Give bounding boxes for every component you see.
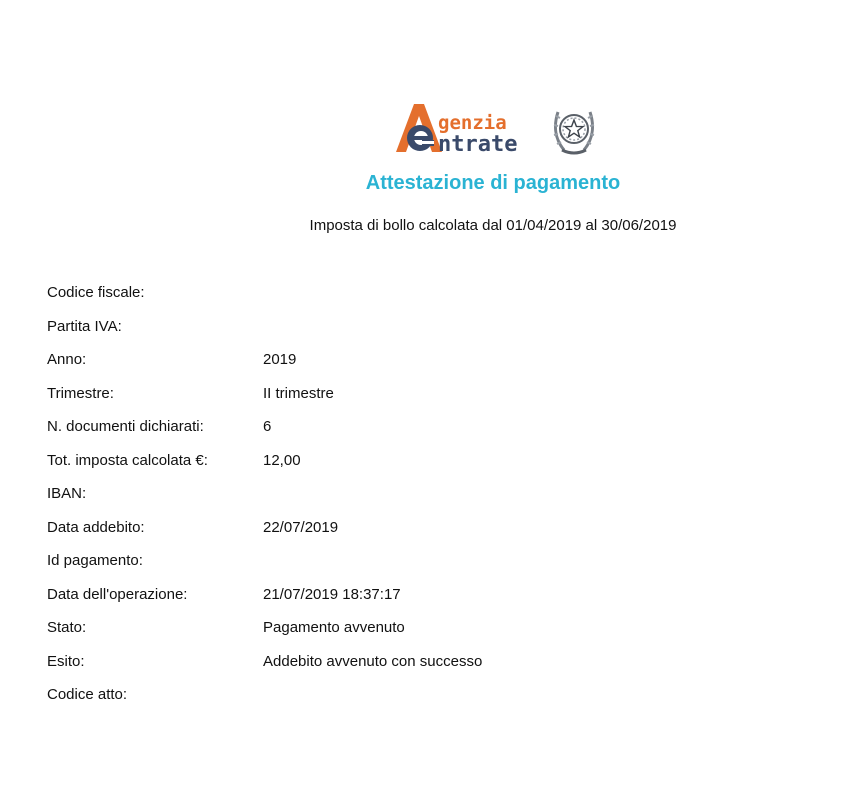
field-row-trimestre (47, 383, 827, 417)
field-label: Esito: (47, 652, 85, 670)
field-value: 22/07/2019 (263, 518, 339, 536)
field-label: Codice atto: (47, 686, 128, 703)
field-label: Tot. imposta calcolata €: (47, 451, 208, 469)
field-row-imposta-calcolata (47, 450, 827, 484)
page-title: Attestazione di pagamento (365, 172, 621, 194)
agenzia-entrate-logo (392, 100, 600, 160)
italian-republic-emblem-icon (552, 102, 596, 158)
field-row-esito (47, 651, 827, 685)
field-value: Addebito avvenuto con successo (263, 652, 483, 670)
field-row-id-pagamento (47, 550, 827, 584)
field-row-anno (47, 349, 827, 383)
field-value: 6 (263, 418, 272, 435)
field-row-codice-fiscale (47, 282, 827, 316)
field-row-data-operazione (47, 584, 827, 618)
field-label: Stato: (47, 619, 87, 636)
payment-details (47, 282, 827, 718)
page-subtitle: Imposta di bollo calcolata dal 01/04/2019 al 30/06/2019 (309, 217, 677, 234)
field-value: 2019 (263, 351, 297, 368)
field-label: Trimestre: (47, 384, 114, 402)
field-row-partita-iva (47, 316, 827, 350)
field-label: IBAN: (47, 485, 87, 502)
field-label: Data addebito: (47, 518, 145, 536)
field-value: Pagamento avvenuto (263, 619, 405, 636)
field-row-documenti-dichiarati (47, 416, 827, 450)
field-label: N. documenti dichiarati: (47, 418, 204, 435)
field-value: II trimestre (263, 384, 334, 402)
field-row-stato (47, 617, 827, 651)
logo-text-genzia: genzia (438, 112, 507, 134)
field-value: 21/07/2019 18:37:17 (263, 585, 401, 603)
field-label: Codice fiscale: (47, 284, 145, 301)
field-row-iban (47, 483, 827, 517)
field-label: Partita IVA: (47, 317, 122, 335)
logo-text-ntrate: ntrate (438, 132, 518, 157)
field-label: Id pagamento: (47, 552, 143, 569)
field-label: Anno: (47, 351, 87, 368)
field-value: 12,00 (263, 451, 301, 469)
field-row-codice-atto (47, 684, 827, 718)
field-label: Data dell'operazione: (47, 585, 188, 603)
field-row-data-addebito (47, 517, 827, 551)
